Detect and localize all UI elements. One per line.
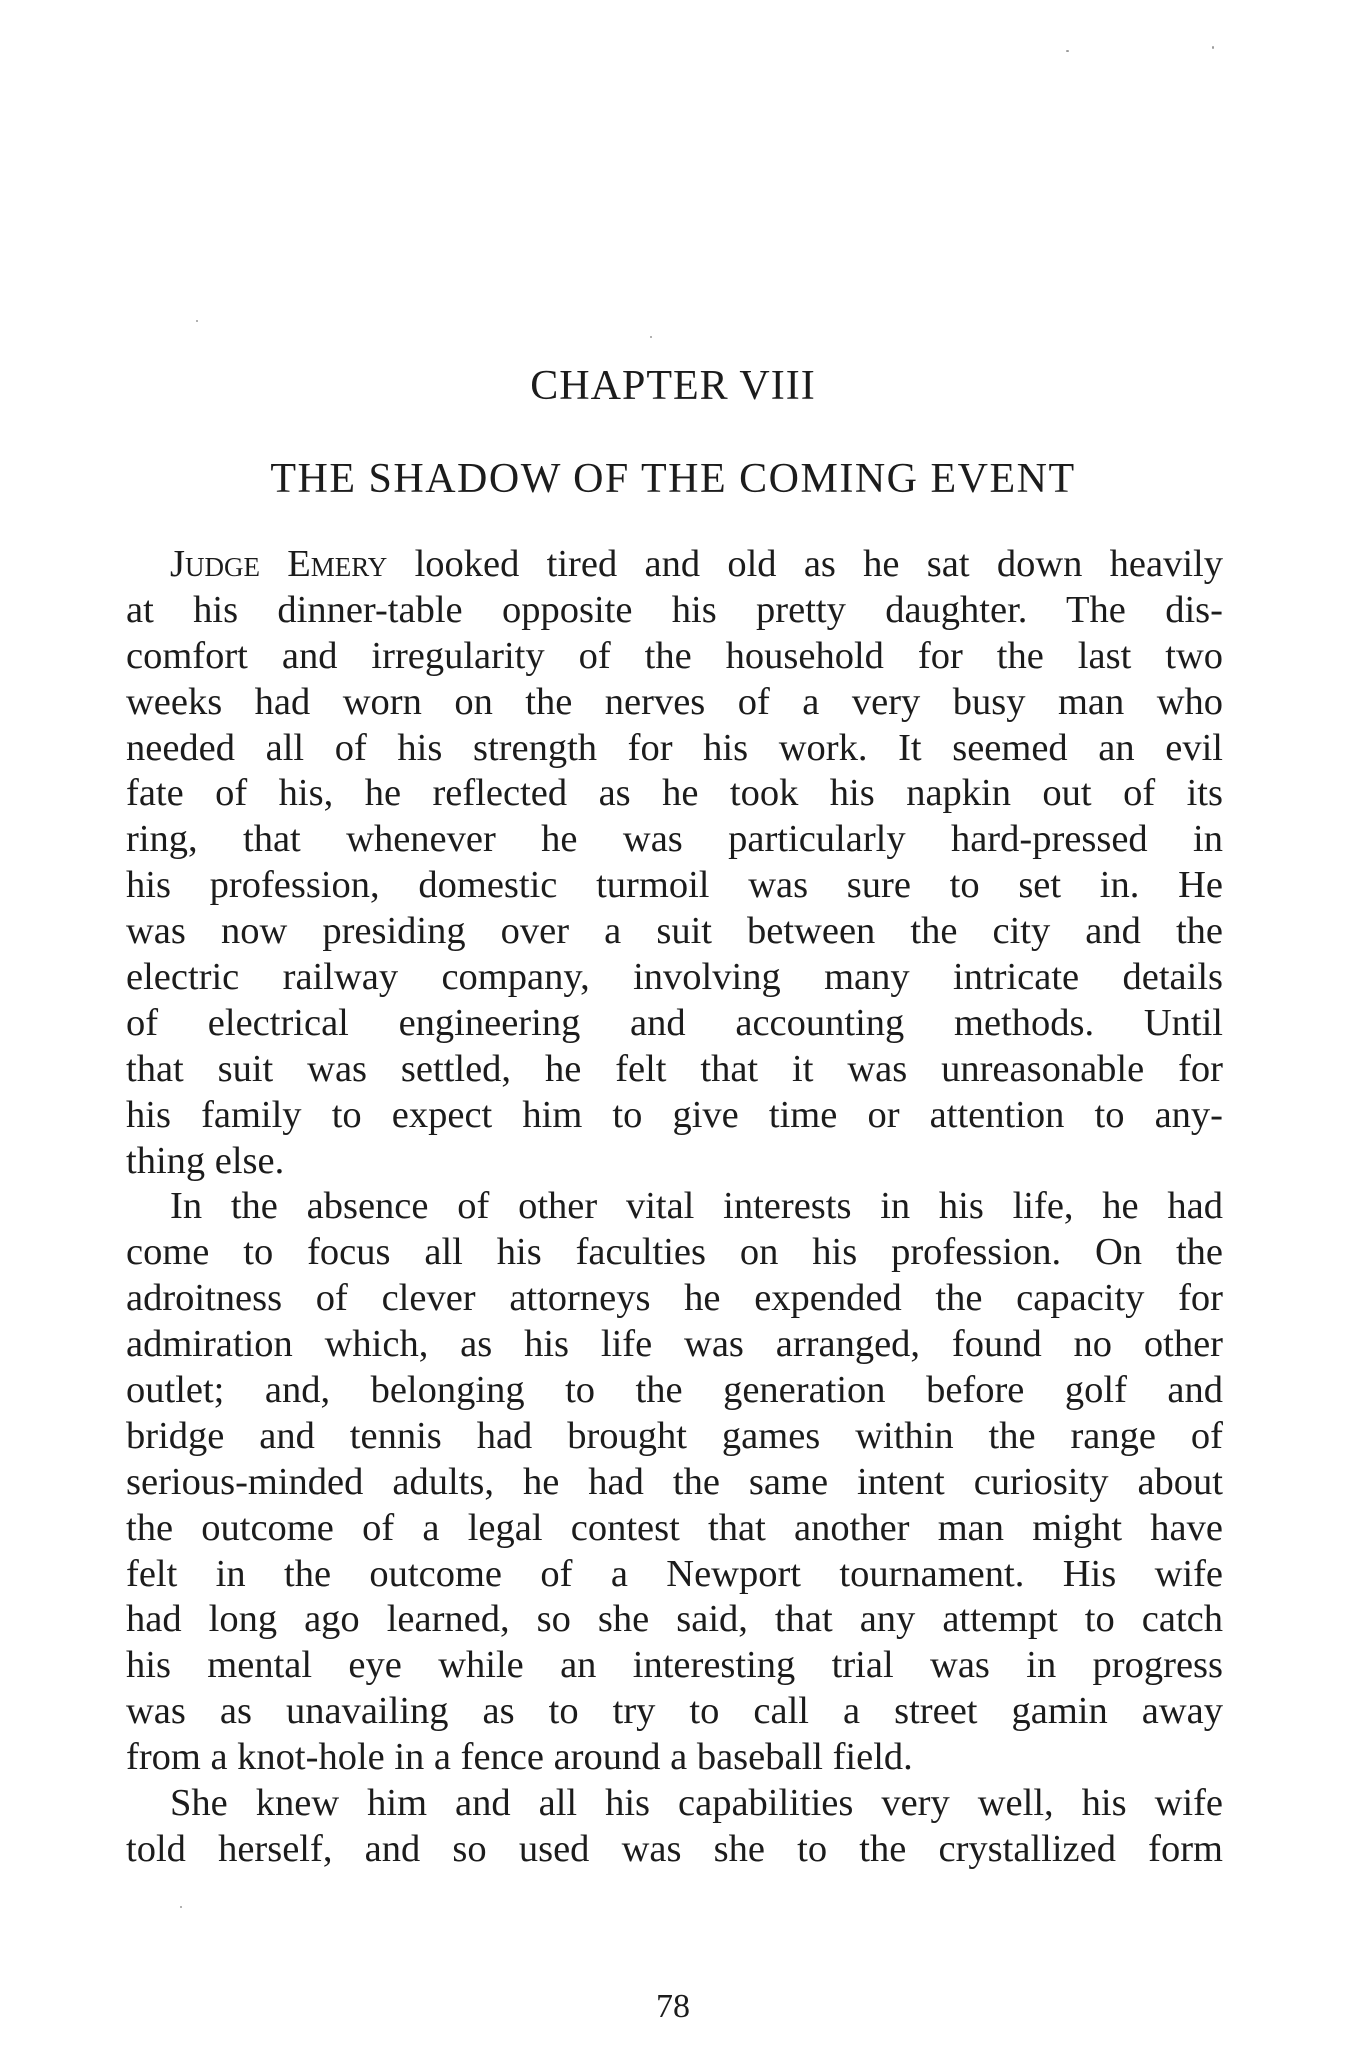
page-number: 78 bbox=[656, 1988, 690, 2025]
scan-speck bbox=[1066, 50, 1069, 52]
text-line: ring, that whenever he was particularly hard-pressed in bbox=[126, 818, 1223, 861]
text-line: come to focus all his faculties on his profession. On the bbox=[126, 1231, 1223, 1274]
text-line: needed all of his strength for his work. It seemed an evil bbox=[126, 726, 1223, 769]
text-line: had long ago learned, so she said, that any attempt to catch bbox=[126, 1598, 1223, 1641]
text-line: was now presiding over a suit between the city and the bbox=[126, 910, 1223, 953]
text-line: thing else. bbox=[126, 1139, 285, 1182]
text-line: outlet; and, belonging to the generation before golf and bbox=[126, 1369, 1223, 1412]
text-line: of electrical engineering and accounting methods. Until bbox=[126, 1001, 1223, 1044]
text-line: his family to expect him to give time or attention to any- bbox=[126, 1093, 1223, 1136]
text-line: Judge Emery looked tired and old as he sat down heavily bbox=[170, 543, 1223, 585]
text-line: that suit was settled, he felt that it was unreasonable for bbox=[126, 1047, 1223, 1090]
text-line: bridge and tennis had brought games within the range of bbox=[126, 1414, 1223, 1457]
text-line: She knew him and all his capabilities very well, his wife bbox=[170, 1782, 1223, 1825]
text-line: electric railway company, involving many intricate details bbox=[126, 956, 1223, 999]
text-line: at his dinner-table opposite his pretty daughter. The dis- bbox=[126, 588, 1223, 631]
text-line: felt in the outcome of a Newport tournament. His wife bbox=[126, 1552, 1223, 1595]
scan-speck bbox=[1212, 46, 1214, 49]
chapter-title: THE SHADOW OF THE COMING EVENT bbox=[270, 456, 1076, 502]
text-line: serious-minded adults, he had the same intent curiosity about bbox=[126, 1460, 1223, 1503]
text-line: was as unavailing as to try to call a street gamin away bbox=[126, 1690, 1223, 1733]
text-line: told herself, and so used was she to the crystallized form bbox=[126, 1827, 1223, 1870]
chapter-number: CHAPTER VIII bbox=[530, 363, 816, 409]
scan-speck bbox=[650, 336, 652, 338]
text-line: adroitness of clever attorneys he expended the capacity for bbox=[126, 1277, 1223, 1320]
scan-speck bbox=[180, 1906, 182, 1908]
text-line: his mental eye while an interesting trial was in progress bbox=[126, 1644, 1223, 1687]
body-text bbox=[126, 542, 1223, 1873]
text-line: his profession, domestic turmoil was sure to set in. He bbox=[126, 864, 1223, 907]
text-line: the outcome of a legal contest that another man might have bbox=[126, 1506, 1223, 1549]
text-line: from a knot-hole in a fence around a baseball field. bbox=[126, 1736, 913, 1779]
opening-small-caps-name: Judge Emery bbox=[170, 543, 388, 585]
text-line: weeks had worn on the nerves of a very busy man who bbox=[126, 680, 1223, 723]
text-line: comfort and irregularity of the household for the last two bbox=[126, 634, 1223, 677]
text-line: In the absence of other vital interests in his life, he had bbox=[170, 1185, 1223, 1228]
text-line: fate of his, he reflected as he took his napkin out of its bbox=[126, 772, 1223, 815]
text-line: admiration which, as his life was arranged, found no other bbox=[126, 1323, 1223, 1366]
scan-speck bbox=[196, 320, 198, 322]
